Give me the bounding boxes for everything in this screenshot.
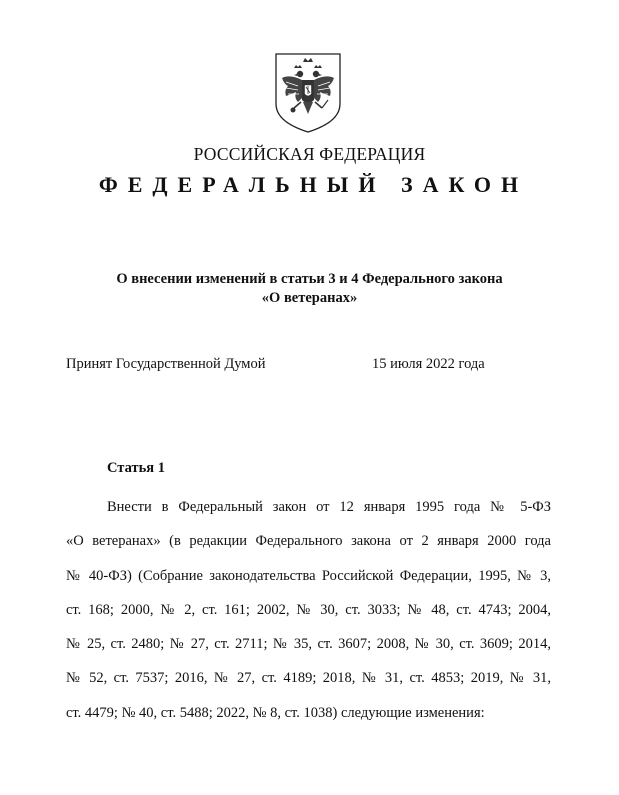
document-type: ФЕДЕРАЛЬНЫЙ ЗАКОН xyxy=(98,172,529,197)
article-heading: Статья 1 xyxy=(107,460,165,476)
law-title-line: О внесении изменений в статьи 3 и 4 Федерального закона xyxy=(116,271,503,287)
article-body xyxy=(66,490,551,730)
article-line: ст. 4479; № 40, ст. 5488; 2022, № 8, ст. 1038) следующие изменения: xyxy=(66,704,485,721)
article-line: ст. 168; 2000, № 2, ст. 161; 2002, № 30, ст. 3033; № 48, ст. 4743; 2004, xyxy=(66,601,551,618)
adoption-label: Принят Государственной Думой xyxy=(66,356,266,372)
article-line: «О ветеранах» (в редакции Федерального закона от 2 января 2000 года xyxy=(66,533,551,550)
adoption-date: 15 июля 2022 года xyxy=(372,356,485,372)
article-line: № 25, ст. 2480; № 27, ст. 2711; № 35, ст. 3607; 2008, № 30, ст. 3609; 2014, xyxy=(66,636,551,653)
law-title-line: «О ветеранах» xyxy=(261,290,358,306)
article-line: Внести в Федеральный закон от 12 января 1995 года № 5-ФЗ xyxy=(107,499,551,515)
article-line: № 52, ст. 7537; 2016, № 27, ст. 4189; 2018, № 31, ст. 4853; 2019, № 31, xyxy=(66,670,551,687)
coat-of-arms-icon xyxy=(272,52,344,134)
law-title xyxy=(0,270,619,308)
article-line: № 40-ФЗ) (Собрание законодательства Российской Федерации, 1995, № 3, xyxy=(66,567,551,584)
adoption-line xyxy=(66,356,506,373)
country-name: РОССИЙСКАЯ ФЕДЕРАЦИЯ xyxy=(193,144,426,164)
